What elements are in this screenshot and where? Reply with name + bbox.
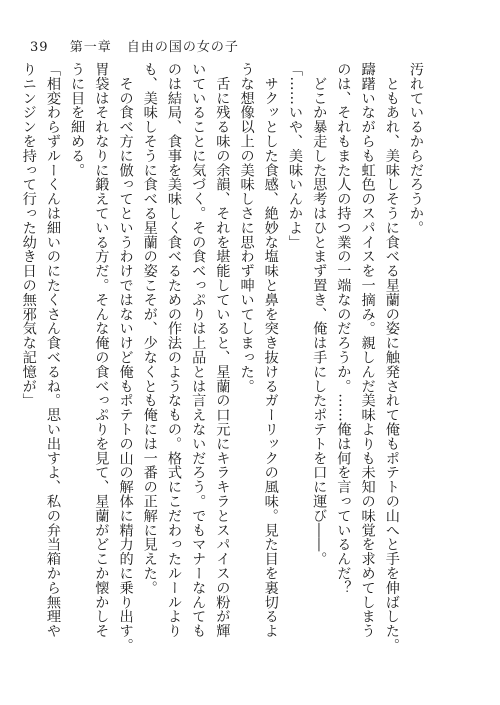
text-line: 躊躇いながらも虹色のスパイスを一摘み。親しんだ美味よりも未知の味覚を求めてしまう: [359, 62, 376, 638]
text-line: 舌に残る味の余韻、それを堪能していると、星蘭の口元にキラキラとスパイスの粉が輝: [214, 62, 231, 638]
page-number: 39: [30, 40, 49, 55]
text-line: 「……いや、美味いんかよ」: [286, 62, 303, 250]
text-line: りニンジンを持って行った幼き日の無邪気な記憶が」: [20, 62, 37, 408]
chapter-label: 第一章: [69, 40, 112, 55]
text-line: も、美味しそうに食べる星蘭の姿こそが、少なくとも俺には一番の正解に見えた。: [141, 62, 158, 595]
text-line: うに目を細める。: [69, 62, 86, 178]
text-line: いていることに気づく。その食べっぷりは上品とは言えないだろう。でもマナーなんても: [190, 62, 207, 638]
body-text: [17, 62, 428, 672]
text-line: うな想像以上の美味しさに思わず呻いてしまった。: [238, 62, 255, 394]
chapter-title: 自由の国の女の子: [126, 40, 239, 55]
text-line: 「相変わらずルーくんは細いのにたくさん食べるね。思い出すよ、私の弁当箱から無理や: [44, 62, 61, 638]
text-line: ともあれ、美味しそうに食べる星蘭の姿に触発されて俺もポテトの山へと手を伸ばした。: [383, 62, 400, 653]
text-line: 胃袋はそれなりに鍛えている方だ。そんな俺の食べっぷりを見て、星蘭がどこか懐かしそ: [93, 62, 110, 638]
running-header: [30, 36, 239, 55]
text-line: のは結局、食事を美味しく食べるための作法のようなもの。格式にこだわったルールより: [165, 62, 182, 638]
text-line: のは、それもまた人の持つ業の一端なのだろうか。……俺は何を言っているんだ？: [335, 62, 352, 595]
text-line: サクッとした食感、絶妙な塩味と鼻を突き抜けるガーリックの風味。見た目を裏切るよ: [262, 62, 279, 638]
text-line: どこか暴走した思考はひとまず置き、俺は手にしたポテトを口に運び――。: [311, 62, 328, 566]
text-line: その食べ方に倣ってというわけではないけど俺もポテトの山の解体に精力的に乗り出す。: [117, 62, 134, 653]
text-line: 汚れているからだろうか。: [408, 62, 424, 235]
